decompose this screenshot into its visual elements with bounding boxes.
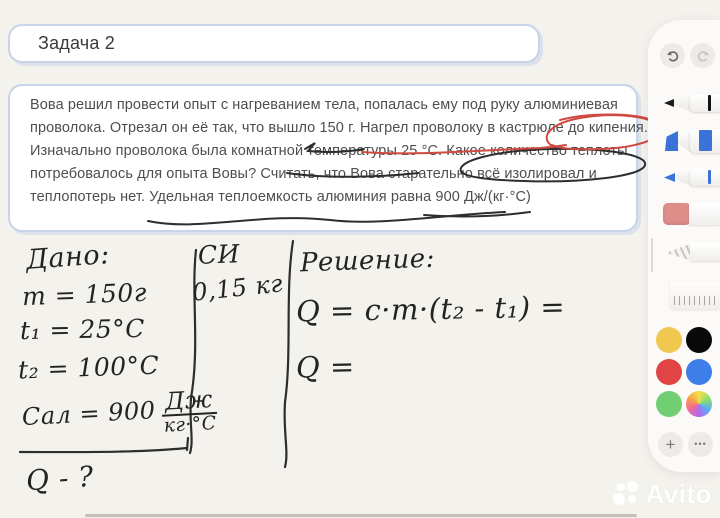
problem-text-line: потребовалось для опыта Вовы? Считать, что Вова старательно всё изолировал и: [30, 166, 597, 182]
color-swatch-black[interactable]: [686, 327, 712, 353]
avito-logo-dot: [628, 495, 636, 503]
pen-blue-tip: [664, 173, 675, 182]
hw-formula-line2: Q =: [295, 349, 356, 385]
plus-icon: +: [665, 435, 676, 454]
tool-ruler[interactable]: [670, 281, 720, 309]
tool-pencil[interactable]: [662, 242, 720, 264]
problem-text-card[interactable]: [8, 84, 648, 232]
problem-text-line: теплопотерь нет. Удельная теплоемкость алюминия равна 900 Дж/(кг·°C): [30, 189, 531, 205]
avito-logo-dots: [613, 481, 640, 508]
hw-specific-heat: Cал = 900 $\frac{Дж}{кг\cdot^\circ C}$: [21, 385, 218, 437]
pen-body: [690, 168, 720, 186]
panel-scroll-indicator: [651, 238, 653, 272]
eraser-head: [663, 203, 691, 225]
problem-text-line: Изначально проволока была комнатной температуры 25 °C. Какое количество теплоты: [30, 143, 628, 159]
pencil-tip: [666, 243, 692, 261]
more-options-button[interactable]: [688, 432, 713, 457]
hw-given-header: Дано:: [25, 239, 111, 276]
problem-text-line: Вова решил провести опыт с нагреванием тела, попалась ему под руку алюминиевая: [30, 97, 618, 113]
avito-watermark-text: Avito: [645, 479, 712, 509]
color-swatch-blue[interactable]: [686, 359, 712, 385]
pencil-body: [690, 243, 720, 261]
marker-blue-tip: [665, 131, 678, 151]
add-color-button[interactable]: [658, 432, 683, 457]
avito-logo-dot: [627, 481, 638, 492]
tool-pen-black[interactable]: [662, 93, 720, 113]
avito-logo-dot: [617, 483, 625, 491]
hw-temp-initial: t₁ = 25°C: [19, 313, 146, 346]
color-swatch-red[interactable]: [656, 359, 682, 385]
tool-eraser[interactable]: [662, 203, 720, 226]
hw-solution-header: Решение:: [299, 243, 436, 279]
pen-body: [690, 94, 720, 112]
undo-button[interactable]: [660, 43, 685, 68]
redo-button[interactable]: [690, 43, 715, 68]
hw-mass: m = 150г: [21, 277, 148, 312]
hw-formula-line1: Q = c·m·(t₂ - t₁) =: [295, 289, 566, 329]
color-swatch-green[interactable]: [656, 391, 682, 417]
problem-text-line: проволока. Отрезал он её так, что вышло 150 г. Нагрел проволоку в кастрюле до кипения.: [30, 120, 648, 136]
home-indicator: [85, 514, 637, 517]
eraser-body: [689, 203, 720, 225]
hw-heat-units-fraction: $\frac{Дж}{кг\cdot^\circ C}$: [160, 387, 218, 437]
tools-panel: [648, 20, 720, 472]
avito-logo-dot: [613, 493, 625, 505]
avito-watermark: [613, 479, 712, 510]
color-swatch-yellow[interactable]: [656, 327, 682, 353]
tool-pen-blue[interactable]: [662, 167, 720, 189]
marker-blue-stroke-mark: [699, 130, 712, 151]
hw-si-mass: 0,15 кг: [190, 269, 285, 307]
task-title-text: Задача 2: [38, 33, 116, 53]
redo-icon: [696, 49, 710, 63]
task-title-card[interactable]: [8, 24, 540, 63]
hw-temp-final: t₂ = 100°C: [17, 350, 160, 385]
hw-si-header: СИ: [197, 239, 241, 270]
undo-icon: [666, 49, 680, 63]
pen-black-stroke-mark: [708, 95, 711, 111]
tool-marker-blue[interactable]: [662, 128, 720, 154]
pen-blue-stroke-mark: [708, 170, 711, 184]
hw-find-question: Q - ?: [24, 459, 95, 498]
color-swatch-rainbow[interactable]: [686, 391, 712, 417]
pen-black-tip: [664, 99, 674, 107]
ellipsis-icon: •••: [694, 439, 707, 449]
